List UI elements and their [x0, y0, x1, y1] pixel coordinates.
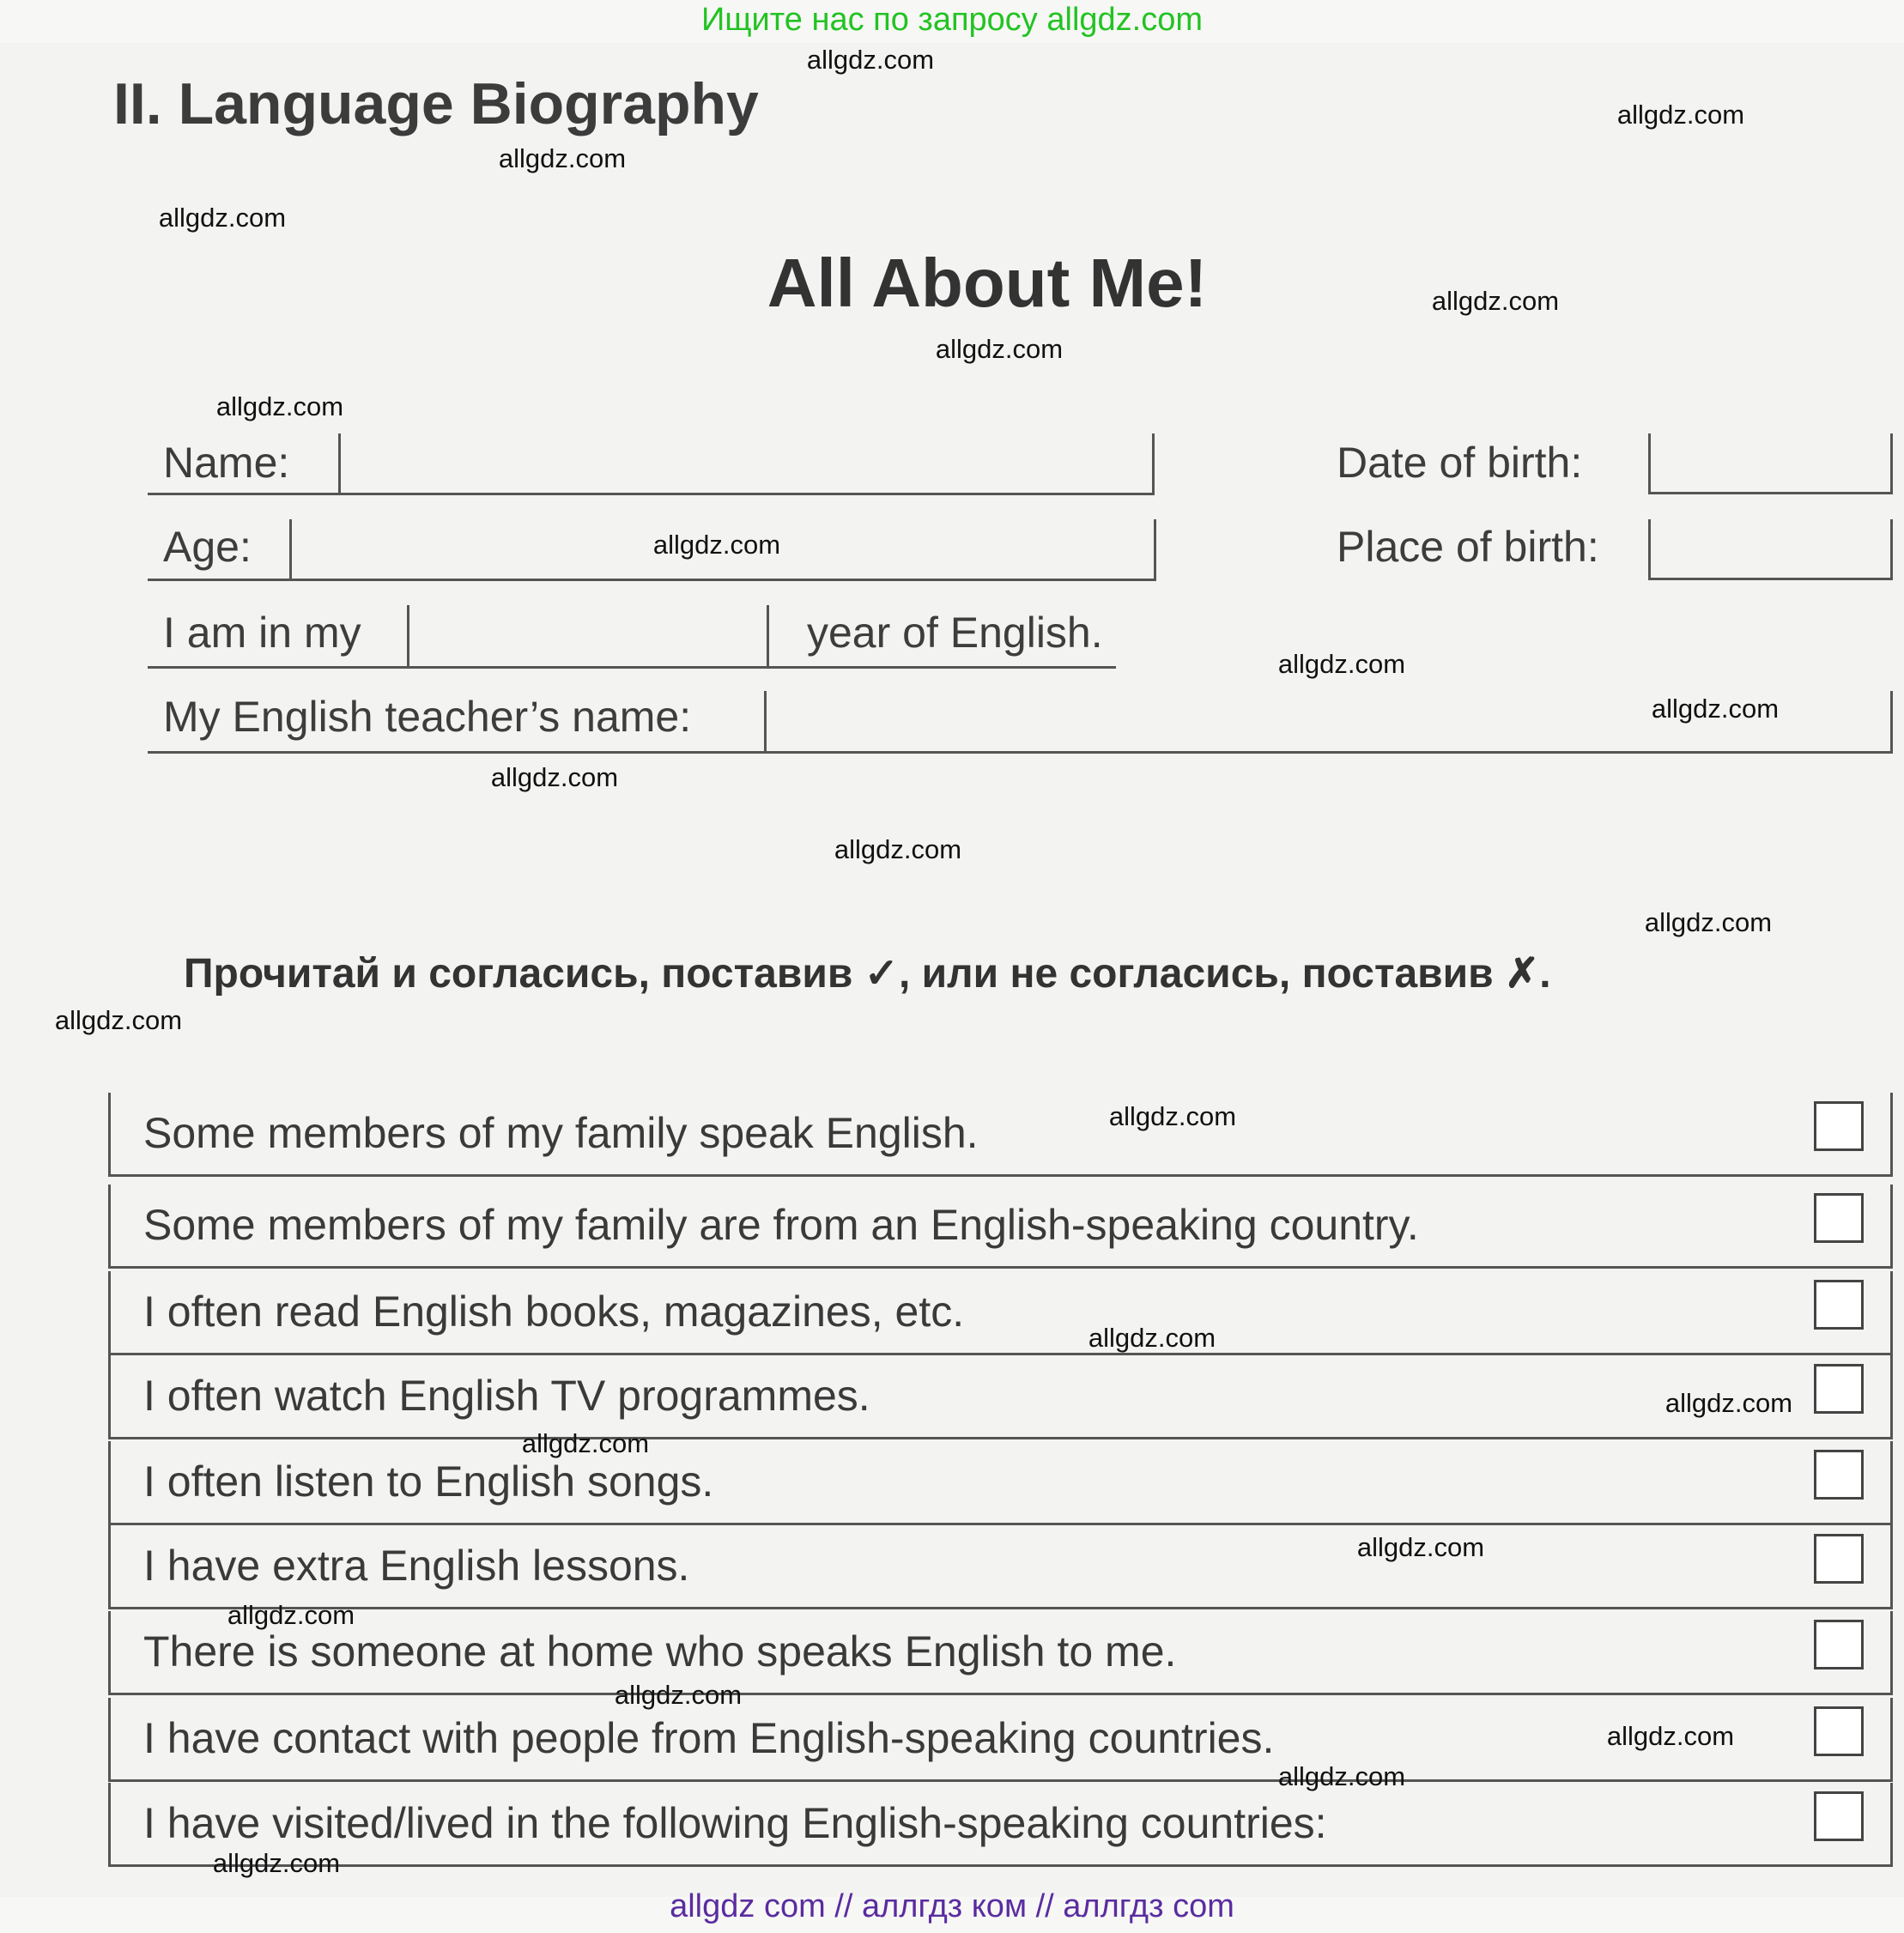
- row-divider: [1890, 1271, 1893, 1353]
- teacher-label: My English teacher’s name:: [163, 693, 692, 741]
- name-divider: [338, 433, 341, 495]
- teacher-divider: [764, 691, 767, 753]
- watermark: allgdz.com: [1088, 1323, 1216, 1353]
- name-field-end: [1152, 433, 1155, 495]
- watermark: allgdz.com: [54, 1005, 183, 1035]
- watermark: allgdz.com: [158, 203, 287, 233]
- statement-text: I often watch English TV programmes.: [143, 1372, 870, 1420]
- statement-text: I often read English books, magazines, etc.: [143, 1288, 965, 1336]
- year-field[interactable]: [148, 666, 1116, 669]
- section-title: II. Language Biography: [113, 71, 759, 136]
- agree-checkbox[interactable]: [1814, 1450, 1864, 1500]
- agree-checkbox[interactable]: [1814, 1101, 1864, 1151]
- statement-row: [108, 1525, 1893, 1609]
- row-divider: [1890, 1093, 1893, 1174]
- watermark: allgdz.com: [614, 1680, 743, 1710]
- statement-text: I have visited/lived in the following English-speaking countries:: [143, 1799, 1327, 1847]
- place-of-birth-field[interactable]: [1648, 519, 1893, 580]
- watermark: allgdz.com: [806, 45, 935, 75]
- watermark: allgdz.com: [490, 762, 619, 792]
- statement-text: Some members of my family speak English.: [143, 1109, 979, 1157]
- watermark: allgdz.com: [935, 334, 1064, 364]
- page-title: All About Me!: [767, 245, 1208, 321]
- row-divider: [1890, 1185, 1893, 1266]
- agree-checkbox[interactable]: [1814, 1620, 1864, 1669]
- watermark: allgdz.com: [1277, 1761, 1406, 1791]
- statement-text: I have extra English lessons.: [143, 1542, 690, 1590]
- row-divider: [1890, 1441, 1893, 1523]
- statement-row: [108, 1355, 1893, 1439]
- watermark: allgdz.com: [834, 834, 962, 864]
- agree-checkbox[interactable]: [1814, 1791, 1864, 1841]
- watermark: allgdz.com: [215, 391, 344, 421]
- statement-row: [108, 1441, 1893, 1525]
- agree-checkbox[interactable]: [1814, 1280, 1864, 1330]
- statement-text: I often listen to English songs.: [143, 1457, 714, 1506]
- statement-row: [108, 1271, 1893, 1355]
- teacher-field[interactable]: [148, 751, 1893, 754]
- watermark: allgdz.com: [1356, 1532, 1485, 1562]
- statement-row: [108, 1783, 1893, 1867]
- name-field[interactable]: [148, 493, 1155, 495]
- watermark: allgdz.com: [1108, 1101, 1237, 1131]
- row-divider: [1890, 1525, 1893, 1607]
- watermark: allgdz.com: [1606, 1721, 1735, 1751]
- watermark: allgdz.com: [498, 143, 627, 173]
- age-divider: [289, 519, 292, 581]
- watermark: allgdz.com: [521, 1428, 650, 1458]
- year-field-end: [767, 605, 769, 667]
- watermark: allgdz.com: [1664, 1388, 1793, 1418]
- age-field[interactable]: [148, 579, 1156, 581]
- age-label: Age:: [163, 523, 252, 571]
- watermark: allgdz.com: [227, 1600, 355, 1630]
- age-field-end: [1154, 519, 1156, 581]
- statement-row: [108, 1611, 1893, 1695]
- teacher-field-end: [1890, 691, 1893, 753]
- watermark: allgdz.com: [1431, 286, 1560, 316]
- watermark: allgdz.com: [1644, 907, 1773, 937]
- name-label: Name:: [163, 439, 290, 487]
- watermark: allgdz.com: [212, 1848, 341, 1878]
- watermark: allgdz.com: [1277, 649, 1406, 679]
- top-banner: Ищите нас по запросу allgdz.com: [700, 2, 1203, 38]
- row-divider: [1890, 1355, 1893, 1437]
- year-suffix-label: year of English.: [807, 609, 1103, 657]
- watermark: allgdz.com: [1651, 694, 1780, 724]
- statement-text: I have contact with people from English-speaking countries.: [143, 1714, 1275, 1762]
- row-divider: [1890, 1698, 1893, 1779]
- place-of-birth-label: Place of birth:: [1337, 523, 1599, 571]
- year-field-start: [407, 605, 409, 667]
- statement-row: [108, 1185, 1893, 1269]
- statement-text: Some members of my family are from an English-speaking country.: [143, 1201, 1419, 1249]
- statement-row: [108, 1093, 1893, 1177]
- agree-checkbox[interactable]: [1814, 1193, 1864, 1243]
- date-of-birth-label: Date of birth:: [1337, 439, 1583, 487]
- watermark: allgdz.com: [1616, 100, 1745, 130]
- row-divider: [1890, 1611, 1893, 1693]
- statement-text: There is someone at home who speaks English to me.: [143, 1627, 1177, 1675]
- year-prefix-label: I am in my: [163, 609, 361, 657]
- instruction: Прочитай и согласись, поставив ✓, или не согласись, поставив ✗.: [184, 951, 1551, 997]
- date-of-birth-field[interactable]: [1648, 433, 1893, 494]
- agree-checkbox[interactable]: [1814, 1534, 1864, 1584]
- footer-watermark: allgdz com // аллгдз ком // аллгдз com: [670, 1888, 1234, 1924]
- agree-checkbox[interactable]: [1814, 1706, 1864, 1756]
- agree-checkbox[interactable]: [1814, 1364, 1864, 1414]
- row-divider: [1890, 1783, 1893, 1864]
- watermark: allgdz.com: [652, 530, 781, 560]
